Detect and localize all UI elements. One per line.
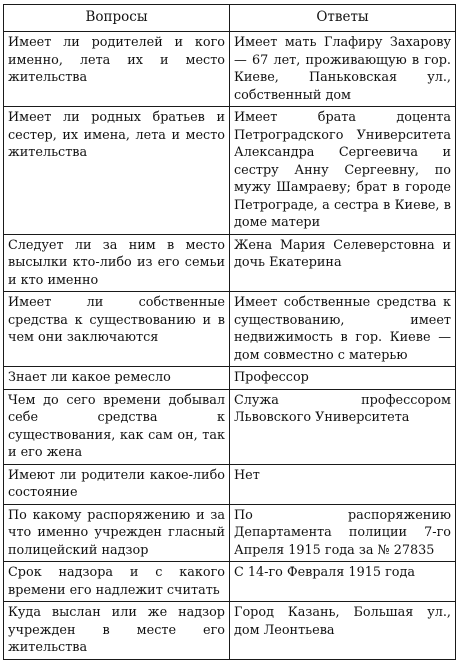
table-row bbox=[4, 367, 456, 390]
question-cell: Имеет ли собственные средства к существованию и в чем они заключаются bbox=[4, 292, 230, 367]
table-row bbox=[4, 389, 456, 464]
answer-cell: С 14-го Февраля 1915 года bbox=[230, 562, 456, 602]
question-cell: Куда выслан или же надзор учрежден в месте его жительства bbox=[4, 602, 230, 660]
answer-cell: По распоряжению Департамента полиции 7-го Апреля 1915 года за № 27835 bbox=[230, 504, 456, 562]
table-row bbox=[4, 504, 456, 562]
answer-cell: Имеет мать Глафиру Захарову — 67 лет, проживающую в гор. Киеве, Паньковская ул., собственный дом bbox=[230, 32, 456, 107]
table-body bbox=[4, 32, 456, 660]
question-cell: Срок надзора и с какого времени его надлежит считать bbox=[4, 562, 230, 602]
table-header bbox=[4, 5, 456, 32]
answer-cell: Город Казань, Большая ул., дом Леонтьева bbox=[230, 602, 456, 660]
question-cell: Имеет ли родных братьев и сестер, их имена, лета и место жительства bbox=[4, 107, 230, 235]
table-row bbox=[4, 32, 456, 107]
question-cell: Чем до сего времени добывал себе средства к существования, как сам он, так и его жена bbox=[4, 389, 230, 464]
question-cell: Следует ли за ним в место высылки кто-либо из его семьи и кто именно bbox=[4, 234, 230, 292]
table-row bbox=[4, 234, 456, 292]
answer-cell: Профессор bbox=[230, 367, 456, 390]
table-row bbox=[4, 107, 456, 235]
table-row bbox=[4, 602, 456, 660]
question-cell: Знает ли какое ремесло bbox=[4, 367, 230, 390]
table-row bbox=[4, 464, 456, 504]
question-cell: Имеет ли родителей и кого именно, лета их и место жительства bbox=[4, 32, 230, 107]
answer-cell: Нет bbox=[230, 464, 456, 504]
header-row bbox=[4, 5, 456, 32]
answer-cell: Служа профессором Львовского Университета bbox=[230, 389, 456, 464]
answer-cell: Жена Мария Селеверстовна и дочь Екатерина bbox=[230, 234, 456, 292]
answer-cell: Имеет брата доцента Петроградского Университета Александра Сергеевича и сестру Анну Сергеевну, по мужу Шамраеву; брат в городе Петрограде, а сестра в Киеве, в доме матери bbox=[230, 107, 456, 235]
header-questions: Вопросы bbox=[4, 5, 230, 32]
table-row bbox=[4, 292, 456, 367]
question-cell: Имеют ли родители какое-либо состояние bbox=[4, 464, 230, 504]
questionnaire-table bbox=[3, 4, 456, 660]
table-row bbox=[4, 562, 456, 602]
question-cell: По какому распоряжению и за что именно учрежден гласный полицейский надзор bbox=[4, 504, 230, 562]
header-answers: Ответы bbox=[230, 5, 456, 32]
answer-cell: Имеет собственные средства к существованию, имеет недвижимость в гор. Киеве — дом совместно с матерью bbox=[230, 292, 456, 367]
